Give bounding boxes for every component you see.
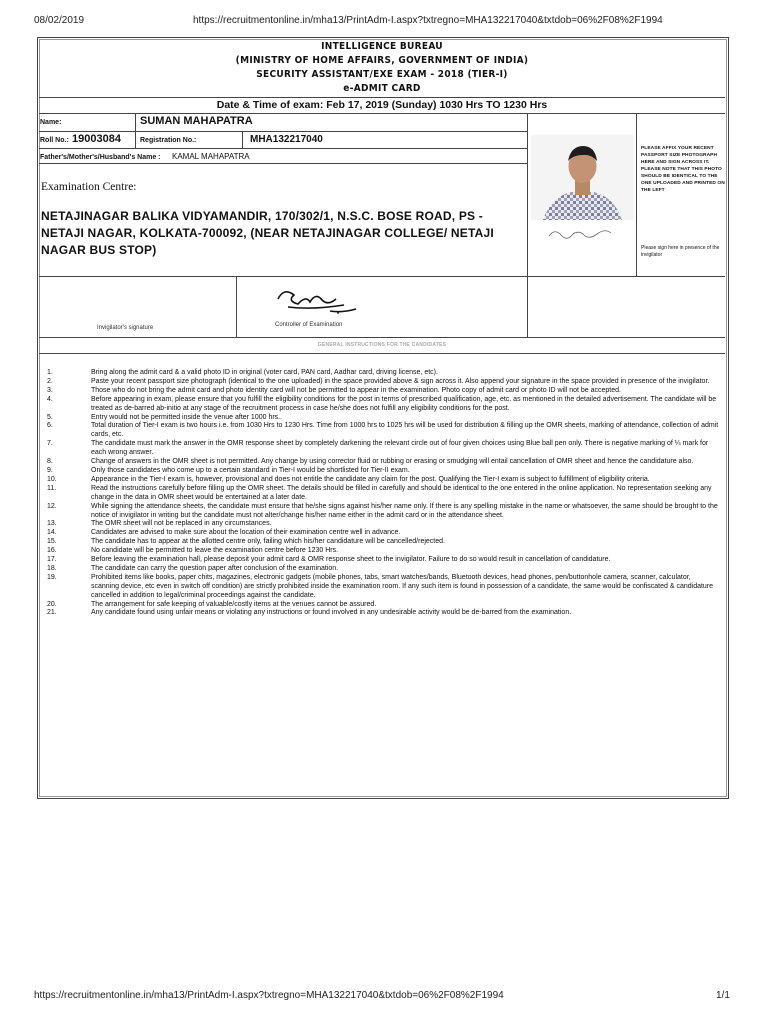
divider	[39, 131, 527, 132]
instruction-text: Appearance in the Tier-I exam is, however, provisional and does not entitle the candidate any claim for the post. Qualifying the Tier-I exam is subject to fulfillment of eligibility criteria.	[91, 475, 650, 483]
instruction-number: 5.	[47, 413, 53, 421]
instruction-number: 17.	[47, 556, 57, 564]
instruction-item	[44, 503, 720, 521]
instruction-text: The candidate has to appear at the allotted centre only, failing which his/her candidature will be cancelled/rejected.	[91, 538, 445, 546]
instruction-number: 10.	[47, 475, 57, 483]
divider	[135, 113, 136, 148]
instruction-number: 8.	[47, 458, 53, 466]
instruction-text: Change of answers in the OMR sheet is not permitted. Any change by using corrector fluid or rubbing or erasing or smudging will entail cancellation of OMR sheet and hence the candidature also.	[91, 458, 694, 466]
parent-name: KAMAL MAHAPATRA	[172, 152, 250, 161]
instruction-number: 11.	[47, 484, 57, 492]
instruction-text: Before appearing in exam, please ensure that you fulfill the eligibility conditions for the post in terms of prescribed qualification, age, etc. as mentioned in the detailed advertisement. The candidate will be treated as de-barred ab-initio at any stage of the recruitment process in case he/she does not fulfill any eligibility conditions for the post.	[91, 395, 717, 412]
instruction-number: 14.	[47, 529, 57, 537]
name-label: Name:	[40, 119, 62, 126]
exam-name: SECURITY ASSISTANT/EXE EXAM - 2018 (TIER-I)	[256, 69, 508, 80]
parent-name-label: Father's/Mother's/Husband's Name :	[40, 154, 161, 161]
candidate-photo	[531, 135, 634, 248]
instruction-number: 20.	[47, 600, 57, 608]
ministry-name: (MINISTRY OF HOME AFFAIRS, GOVERNMENT OF INDIA)	[235, 55, 529, 66]
divider	[39, 148, 527, 149]
sign-here-note: Please sign here in presence of the invigilator	[641, 245, 720, 258]
instruction-item	[44, 378, 720, 387]
instruction-item	[44, 458, 720, 467]
print-url-footer: https://recruitmentonline.in/mha13/PrintAdm-I.aspx?txtregno=MHA132217040&txtdob=06%2F08%2F1994	[34, 990, 504, 1001]
instruction-number: 7.	[47, 440, 53, 448]
instructions-list	[44, 369, 720, 618]
instruction-number: 3.	[47, 386, 53, 394]
instruction-item	[44, 369, 720, 378]
instruction-number: 4.	[47, 395, 53, 403]
page-number: 1/1	[716, 990, 730, 1001]
candidate-name: SUMAN MAHAPATRA	[140, 115, 253, 127]
instruction-number: 21.	[47, 609, 57, 617]
instruction-item	[44, 485, 720, 503]
instruction-item	[44, 601, 720, 610]
instruction-text: The OMR sheet will not be replaced in any circumstances.	[91, 520, 272, 528]
invigilator-signature-label: Invigilator's signature	[97, 325, 154, 331]
divider	[39, 337, 725, 338]
photo-affix-note: PLEASE AFFIX YOUR RECENT PASSPORT SIZE PHOTOGRAPH HERE AND SIGN ACROSS IT. PLEASE NOTE THAT THIS PHOTO SHOULD BE IDENTICAL TO THE ONE UPLOADED AND PRINTED ON THE LEFT	[641, 146, 725, 193]
instruction-text: Candidates are advised to make sure about the location of their examination centre well in advance.	[91, 529, 401, 537]
divider	[527, 276, 528, 337]
divider	[39, 113, 725, 114]
instruction-text: Paste your recent passport size photograph (identical to the one uploaded) in the space provided above & sign across it. Also append your signature in the space provided in presence of the invigilator.	[91, 377, 710, 385]
registration-label: Registration No.:	[140, 137, 197, 144]
instruction-item	[44, 440, 720, 458]
instruction-number: 18.	[47, 564, 57, 572]
divider	[236, 276, 237, 337]
instruction-text: Any candidate found using unfair means or violating any instructions or found involved in any undesirable activity would be de-barred from the examination.	[91, 609, 572, 617]
instruction-item	[44, 565, 720, 574]
instruction-item	[44, 556, 720, 565]
instruction-item	[44, 547, 720, 556]
exam-centre-address: NETAJINAGAR BALIKA VIDYAMANDIR, 170/302/1, N.S.C. BOSE ROAD, PS - NETAJI NAGAR, KOLKATA-700092, (NEAR NETAJINAGAR COLLEGE/ NETAJI NAGAR BUS STOP)	[41, 209, 494, 257]
instruction-number: 12.	[47, 502, 57, 510]
instruction-text: Only those candidates who come up to a certain standard in Tier-I would be shortlisted for Tier-II exam.	[91, 466, 410, 474]
instruction-number: 15.	[47, 538, 57, 546]
registration-number: MHA132217040	[250, 134, 323, 145]
divider	[39, 276, 725, 277]
instruction-item	[44, 422, 720, 440]
exam-centre-label: Examination Centre:	[41, 181, 137, 193]
org-name: INTELLIGENCE BUREAU	[321, 41, 443, 52]
instruction-item	[44, 529, 720, 538]
instruction-item	[44, 414, 720, 423]
instructions-title: GENERAL INSTRUCTIONS FOR THE CANDIDATES	[317, 342, 447, 348]
instruction-item	[44, 387, 720, 396]
instruction-item	[44, 609, 720, 618]
instruction-number: 6.	[47, 422, 53, 430]
instruction-number: 2.	[47, 377, 53, 385]
instruction-text: Bring along the admit card & a valid photo ID in original (voter card, PAN card, Aadhar card, driving license, etc).	[91, 369, 438, 376]
instruction-text: Prohibited items like books, paper chits, magazines, electronic gadgets (mobile phones, tabs, smart watches/bands, Bluetooth devices, head phones, pen/buttonhole camera, scanner, calculator, scanning device, etc even in switch off condition) are strictly prohibited inside the examination room. If any such item is found in possession of a candidate, the same would be confiscated & candidature cancelled in addition to legal/criminal proceedings against the candidate.	[91, 573, 714, 599]
instruction-item	[44, 396, 720, 414]
roll-label: Roll No.:	[40, 137, 69, 144]
divider	[39, 97, 725, 98]
document-title: e-ADMIT CARD	[343, 83, 421, 94]
controller-label: Controller of Examination	[275, 322, 343, 328]
divider	[242, 131, 243, 148]
controller-signature	[272, 283, 372, 317]
instruction-number: 9.	[47, 466, 53, 474]
instruction-number: 19.	[47, 573, 57, 581]
instruction-text: Before leaving the examination hall, please deposit your admit card & OMR response sheet to the invigilator. Failure to do so would result in cancellation of candidature.	[91, 556, 611, 564]
instruction-text: While signing the attendance sheets, the candidate must ensure that he/she signs against his/her name only. If there is any spelling mistake in the name or whatsoever, the same should be brought to the notice of invigilator in writing but the candidate must not alter/change his/her name either in the admit card or in the attendance sheet.	[91, 502, 718, 519]
instruction-text: No candidate will be permitted to leave the examination centre before 1230 Hrs.	[91, 547, 339, 555]
instruction-text: The arrangement for safe keeping of valuable/costly items at the venues cannot be assured.	[91, 600, 377, 608]
instruction-number: 1.	[47, 369, 53, 376]
print-date: 08/02/2019	[34, 15, 85, 26]
roll-number: 19003084	[72, 133, 121, 145]
instruction-item	[44, 574, 720, 601]
divider	[527, 113, 528, 276]
instruction-number: 16.	[47, 547, 57, 555]
exam-datetime: Date & Time of exam: Feb 17, 2019 (Sunday) 1030 Hrs TO 1230 Hrs	[216, 99, 548, 111]
print-url-header: https://recruitmentonline.in/mha13/PrintAdm-I.aspx?txtregno=MHA132217040&txtdob=06%2F08%2F1994	[193, 15, 663, 26]
instruction-text: Read the instructions carefully before filling up the OMR sheet. The details should be filled in carefully and should be identical to the one entered in the online application. No representation seeking any change in the data in OMR sheet would be entertained at a later date.	[91, 484, 712, 501]
instruction-item	[44, 467, 720, 476]
divider	[39, 163, 527, 164]
instruction-text: Entry would not be permitted inside the venue after 1000 hrs..	[91, 413, 283, 421]
instruction-number: 13.	[47, 520, 57, 528]
instruction-item	[44, 538, 720, 547]
divider	[39, 353, 725, 354]
divider	[636, 113, 637, 276]
instruction-item	[44, 476, 720, 485]
instruction-text: The candidate must mark the answer in the OMR response sheet by completely darkening the relevant circle out of four given choices using Blue ball pen only. There is negative marking of ¼ mark for each wrong answer.	[91, 440, 709, 457]
instruction-text: Total duration of Tier-I exam is two hours i.e. from 1030 Hrs to 1230 Hrs. Time from 1000 hrs to 1025 hrs will be used for distribution & filling up the OMR sheets, marking of attendance, collection of admit cards, etc.	[91, 422, 719, 439]
instruction-text: Those who do not bring the admit card and photo identity card will not be permitted to appear in the examination. Photo copy of admit card or photo ID will not be accepted.	[91, 386, 621, 394]
instruction-text: The candidate can carry the question paper after conclusion of the examination.	[91, 564, 339, 572]
instruction-item	[44, 520, 720, 529]
